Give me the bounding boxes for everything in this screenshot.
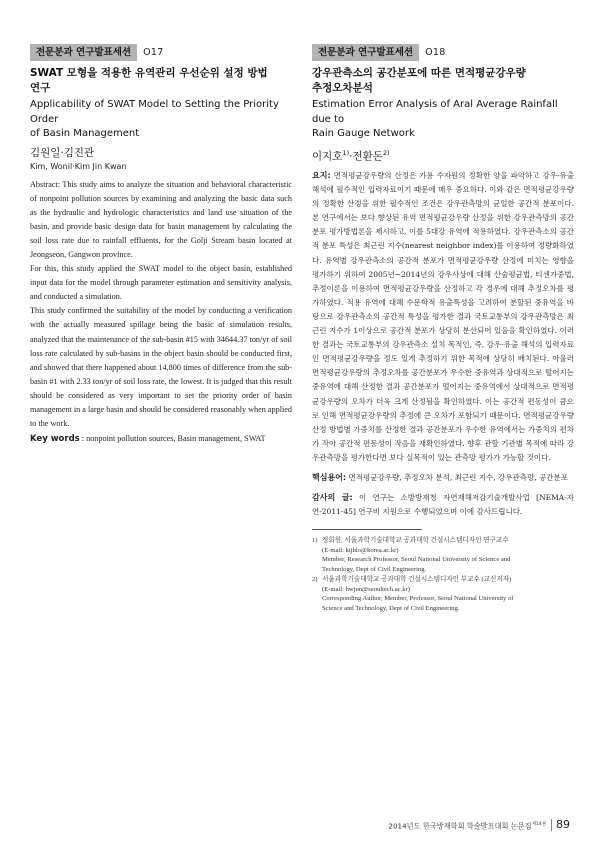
- page-footer: [388, 818, 570, 831]
- title-english: [312, 98, 574, 142]
- title-english: [30, 98, 292, 142]
- footnote-line: (E-mail: hwjun@seoultech.ac.kr): [322, 585, 410, 593]
- authors-english: Kim, Wonil·Kim Jin Kwan: [30, 161, 127, 171]
- abstract-korean: [312, 169, 574, 465]
- author-name: 이지호: [312, 150, 343, 162]
- session-badge: [30, 44, 292, 61]
- footnote: [312, 575, 574, 613]
- title-korean: [30, 66, 292, 96]
- abstract-paragraph: For this, this study applied the SWAT model to the object basin, established input data for the model through parameter estimation and sensitivity analysis, and conducted a simulation.: [30, 264, 292, 302]
- abstract-text: This study aims to analyze the situation and behavioral characteristic of nonpoint pollution sources by examining and analyzing the basic data such as the hydraulic and hydrologic characteristics and land use situation of the basin, and provide basic design data for basin management by calculating the soil loss rate due to rainfall effluents, for the Golji Stream basin located at Jeongseon, Gangwon province.: [30, 179, 293, 259]
- abstract-paragraph: [30, 178, 292, 263]
- keywords-label: 핵심용어:: [312, 472, 347, 482]
- acknowledgement-text: 이 연구는 소방방재청 자연재해저감기술개발사업 [NEMA-자연-2011-45] 연구비 지원으로 수행되었으며 이에 감사드립니다.: [312, 493, 574, 517]
- keywords-text: : nonpoint pollution sources, Basin management, SWAT: [81, 434, 266, 444]
- authors-korean: [312, 146, 574, 165]
- session-label: 전문분과 연구발표세션: [312, 44, 419, 61]
- session-badge: [312, 44, 574, 61]
- session-number: O17: [143, 47, 164, 58]
- title-english-line: Estimation Error Analysis of Aral Average Rainfall due to: [312, 99, 558, 125]
- journal-name: [388, 821, 546, 831]
- article-o18: [312, 44, 574, 614]
- keywords: [30, 432, 292, 446]
- footnote-line: 서울과학기술대학교 공과대학 건설시스템디자인 부교수 (교신저자): [322, 576, 512, 584]
- footnote-line: Science and Technology, Dept of Civil Engineering.: [322, 604, 460, 612]
- article-o17: [30, 44, 292, 446]
- footnote-divider: [312, 529, 422, 530]
- title-korean: [312, 66, 574, 96]
- title-korean-line: 연구: [30, 82, 51, 94]
- footnote-line: (E-mail: kijhlo@korea.ac.kr): [322, 546, 399, 554]
- footnotes: [312, 536, 574, 613]
- footnote-line: 정회원, 서울과학기술대학교 공과대학 건설시스템디자인 연구교수: [322, 537, 509, 545]
- keywords-label: Key words: [30, 434, 80, 445]
- title-english-line: Applicability of SWAT Model to Setting the Priority Order: [30, 99, 279, 125]
- footnote: [312, 536, 574, 574]
- session-label: 전문분과 연구발표세션: [30, 44, 137, 61]
- journal-title: 2014년도 한국방재학회 학술발표대회 논문집: [388, 821, 532, 830]
- title-korean-line: SWAT 모형을 적용한 유역관리 우선순위 설정 방법: [30, 67, 268, 79]
- abstract-lead: Abstract:: [30, 179, 61, 189]
- footnote-number: 2): [312, 576, 318, 584]
- acknowledgement: [312, 491, 574, 519]
- keywords-korean: [312, 471, 574, 485]
- author-name: ·전환돈: [349, 150, 383, 162]
- author-footnote-mark: 2): [382, 148, 390, 157]
- abstract-lead: 요지:: [312, 171, 331, 180]
- title-korean-line: 강우관측소의 공간분포에 따른 면적평균강우량: [312, 67, 526, 79]
- keywords-text: 면적평균강우량, 추정오차 분석, 최근린 지수, 강우관측망, 공간분포: [348, 472, 568, 482]
- footer-separator: [551, 819, 552, 831]
- abstract-paragraph: This study confirmed the suitability of the model by conducting a verification with the actually measured spillage being the basic of simulation results, analyzed that the maintenance of the sub-basin #15 with 34644.37 ton/yr of soil loss rate calculated by sub-basins in the object basin should be conducted first, and showed that there happened about 14,800 times of difference from the sub-basin #1 with 2.33 ton/yr of soil loss rate, the lowest. It is judged that this result should be considered as very important to set the priority order of basin management in a large basin and should be considered reasonably when applied to the work.: [30, 306, 292, 429]
- title-english-line: of Basin Management: [30, 128, 140, 139]
- page-number: 89: [556, 818, 570, 831]
- footnote-number: 1): [312, 537, 318, 545]
- abstract-text: 면적평균강우량의 산정은 가용 수자원의 정확한 양을 파악하고 강우-유출해석에 필수적인 입력자료이기 때문에 매우 중요하다. 이와 같은 면적평균강우량의 정확한 산정을 위한 필수적인 조건은 강우관측망의 균일한 공간적 분포이다. 본 연구에서는 보다 향상된 유역 면적평균강우량 산정을 위한 강우관측망의 공간분포 평가방법론을 제시하고, 이를 5대강 유역에 적용하였다. 강우관측소의 공간적 분포 특성은 최근린 지수(nearest neighbor index)를 이용하여 정량화하였다. 유역별 강우관측소의 공간적 분포가 면적평균강우량 산정에 미치는 영향을 평가하기 위하여 2005년~2014년의 강우사상에 대해 산술평균법, 티센가중법, 추정이론을 이용하여 면적평균강우량을 산정하고 각 경우에 대해 추정오차를 평가하였다. 적용 유역에 대해 수문학적 유출특성을 고려하여 분할된 중유역을 바탕으로 강우관측소의 공간적 특성을 평가한 결과 국토교통부의 강우관측망은 최근린 지수가 1이상으로 공간적 분포가 상당히 분산되어 있음을 확인하였다. 이러한 결과는 국토교통부의 강우관측소 설치 목적인, 즉, 강우-유출 해석의 입력자료인 면적평균강우량을 정도 있게 추정하기 위한 목적에 상당히 배치된다. 아울러 면적평균강우량의 추정오차를 공간분포가 우수한 중유역과 상대적으로 떨어지는 중유역에 대해 산정한 결과 공간분포가 떨어지는 중유역에서 상대적으로 면적평균강우량의 오차가 더욱 크게 산정됨을 확인하였다. 이는 공간적 편동성이 큼으로 인해 면적평균강우량의 추정에 큰 오차가 포함되기 때문이다. 면적평균강우량 산정 방법별 가중치를 산정한 결과 공간분포가 우수한 유역에서는 가중치의 편차가 작아 공간적 편동성이 작음을 재확인하였다. 향후 관할 기관별 목적에 따라 강우관측망을 평가한다면 보다 실목적이 있는 관측망 평가가 가능할 것이다.: [312, 171, 574, 462]
- acknowledgement-label: 감사의 글:: [312, 493, 353, 503]
- journal-volume: 제14권: [531, 821, 546, 827]
- footnote-line: Corresponding Author, Member, Professor, Seoul National University of: [322, 595, 514, 603]
- footnote-line: Technology, Dept of Civil Engineering.: [322, 565, 427, 573]
- authors-korean: 김원일·김진관: [30, 146, 95, 159]
- abstract: [30, 178, 292, 432]
- footnote-line: Member, Research Professor, Seoul National University of Science and: [322, 556, 511, 564]
- author-footnote-mark: 1): [342, 148, 350, 157]
- title-korean-line: 추정오차분석: [312, 82, 373, 94]
- title-english-line: Rain Gauge Network: [312, 128, 415, 139]
- session-number: O18: [425, 47, 446, 58]
